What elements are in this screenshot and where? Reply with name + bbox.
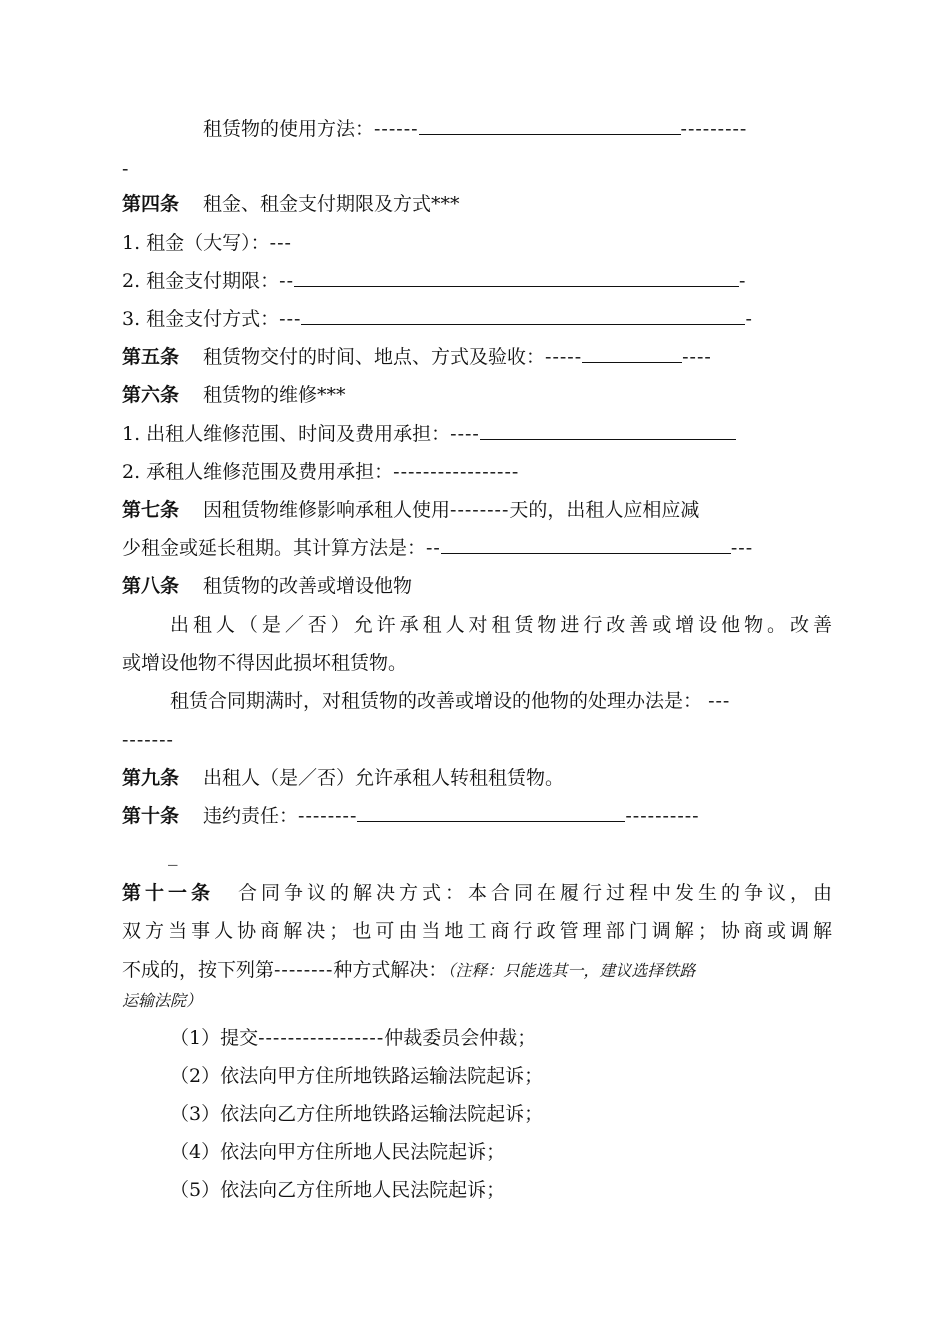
dash-fill: ---- <box>682 346 712 368</box>
paragraph-text: 租赁合同期满时，对租赁物的改善或增设的他物的处理办法是： <box>170 690 703 712</box>
dash-fill: ----------------- <box>393 461 520 483</box>
option-2 <box>170 1063 832 1089</box>
dash-fill: -- <box>426 537 441 559</box>
paragraph-text: 或增设他物不得因此损坏租赁物。 <box>122 652 408 674</box>
dash-fill: ---------- <box>625 805 700 827</box>
article-text: 合同争议的解决方式：本合同在履行过程中发生的争议，由 <box>238 882 832 904</box>
dash-fill: ---- <box>450 423 480 445</box>
article-7-line-1 <box>122 497 832 523</box>
article-11-line-2 <box>122 918 832 944</box>
article-11-note-line <box>122 987 832 1014</box>
dash-fill: --- <box>730 537 754 559</box>
article-text: 少租金或延长租期。其计算方法是： <box>122 537 427 559</box>
article-number: 第七条 <box>122 499 180 521</box>
dash-fill: -------- <box>274 959 334 981</box>
article-11-line-1 <box>122 880 832 906</box>
blank-underline <box>480 421 736 440</box>
article-8-heading <box>122 573 832 599</box>
article-text: 天的，出租人应相应减 <box>509 499 700 521</box>
usage-method-tail <box>122 156 832 182</box>
usage-method-label: 租赁物的使用方法： <box>203 118 375 140</box>
dash-fill: --- <box>279 308 302 330</box>
annotation-note: 运输法院） <box>122 991 203 1010</box>
article-6-heading <box>122 382 832 408</box>
article-title: 租金、租金支付期限及方式*** <box>203 193 460 215</box>
dash-fill: --------- <box>680 118 748 140</box>
article-7-line-2 <box>122 535 832 561</box>
article-text: 双方当事人协商解决；也可由当地工商行政管理部门调解；协商或调解 <box>122 920 832 942</box>
article-text: 不成的，按下列第 <box>122 959 275 981</box>
article-10-line <box>122 803 832 829</box>
dash-fill: ------- <box>122 729 174 751</box>
rent-amount-line <box>122 230 832 256</box>
dash-fill: ------ <box>374 118 419 140</box>
dash-fill: -- <box>279 270 295 292</box>
option-text: （2）依法向甲方住所地铁路运输法院起诉； <box>170 1065 544 1087</box>
article-title: 租赁物的维修*** <box>203 384 346 406</box>
rent-period-label: 2. 租金支付期限： <box>122 270 280 292</box>
article-8-paragraph-2a <box>170 688 832 714</box>
lessor-repair-label: 1. 出租人维修范围、时间及费用承担： <box>122 423 451 445</box>
dash-fill: ----- <box>545 346 583 368</box>
article-8-paragraph-1a <box>170 612 832 638</box>
rent-amount-label: 1. 租金（大写）： <box>122 232 270 254</box>
option-text: （3）依法向乙方住所地铁路运输法院起诉； <box>170 1103 544 1125</box>
article-8-paragraph-2b <box>122 727 832 753</box>
blank-underline <box>294 268 739 287</box>
lessee-repair-label: 2. 承租人维修范围及费用承担： <box>122 461 394 483</box>
usage-method-line <box>203 116 832 142</box>
blank-underline <box>301 306 745 325</box>
article-8-paragraph-1b <box>122 650 832 676</box>
dash-fill: - <box>122 158 129 180</box>
article-number: 第四条 <box>122 193 180 215</box>
option-1 <box>170 1025 832 1051</box>
article-title: 租赁物交付的时间、地点、方式及验收： <box>203 346 546 368</box>
article-number: 第九条 <box>122 767 180 789</box>
option-4 <box>170 1139 832 1165</box>
article-number: 第五条 <box>122 346 180 368</box>
blank-underline <box>441 535 731 554</box>
dash-fill: -------- <box>450 499 510 521</box>
article-title: 出租人（是／否）允许承租人转租租赁物。 <box>203 767 565 789</box>
dash-fill: - <box>739 270 747 292</box>
option-text: （1）提交 <box>170 1027 259 1049</box>
blank-underline <box>582 344 682 363</box>
article-5-line <box>122 344 832 370</box>
article-text: 种方式解决： <box>333 959 448 981</box>
article-title: 租赁物的改善或增设他物 <box>203 575 413 597</box>
article-text: 因租赁物维修影响承租人使用 <box>203 499 451 521</box>
annotation-note: （注释：只能选其一，建议选择铁路 <box>447 961 696 980</box>
option-text: 仲裁委员会仲裁； <box>384 1027 537 1049</box>
dash-fill: --- <box>708 690 731 712</box>
dash-fill: --- <box>269 232 292 254</box>
rent-method-label: 3. 租金支付方式： <box>122 308 280 330</box>
article-number: 第六条 <box>122 384 180 406</box>
dash-fill: _ <box>168 844 178 866</box>
dash-fill: -------- <box>298 805 358 827</box>
lessee-repair-line <box>122 459 832 485</box>
blank-underline <box>357 803 625 822</box>
rent-period-line <box>122 268 832 294</box>
article-number: 第八条 <box>122 575 180 597</box>
article-4-heading <box>122 191 832 217</box>
blank-underline <box>419 116 681 135</box>
paragraph-text: 出租人（是／否）允许承租人对租赁物进行改善或增设他物。改善 <box>170 614 832 636</box>
dash-fill: ----------------- <box>258 1027 385 1049</box>
lessor-repair-line <box>122 421 832 447</box>
option-3 <box>170 1101 832 1127</box>
article-10-tail <box>168 842 832 868</box>
option-text: （5）依法向乙方住所地人民法院起诉； <box>170 1179 506 1201</box>
article-9-line <box>122 765 832 791</box>
article-title: 违约责任： <box>203 805 299 827</box>
article-number: 第十一条 <box>122 882 214 904</box>
article-11-line-3 <box>122 957 832 984</box>
option-5 <box>170 1177 832 1203</box>
option-text: （4）依法向甲方住所地人民法院起诉； <box>170 1141 506 1163</box>
dash-fill: - <box>745 308 753 330</box>
article-number: 第十条 <box>122 805 180 827</box>
rent-method-line <box>122 306 832 332</box>
